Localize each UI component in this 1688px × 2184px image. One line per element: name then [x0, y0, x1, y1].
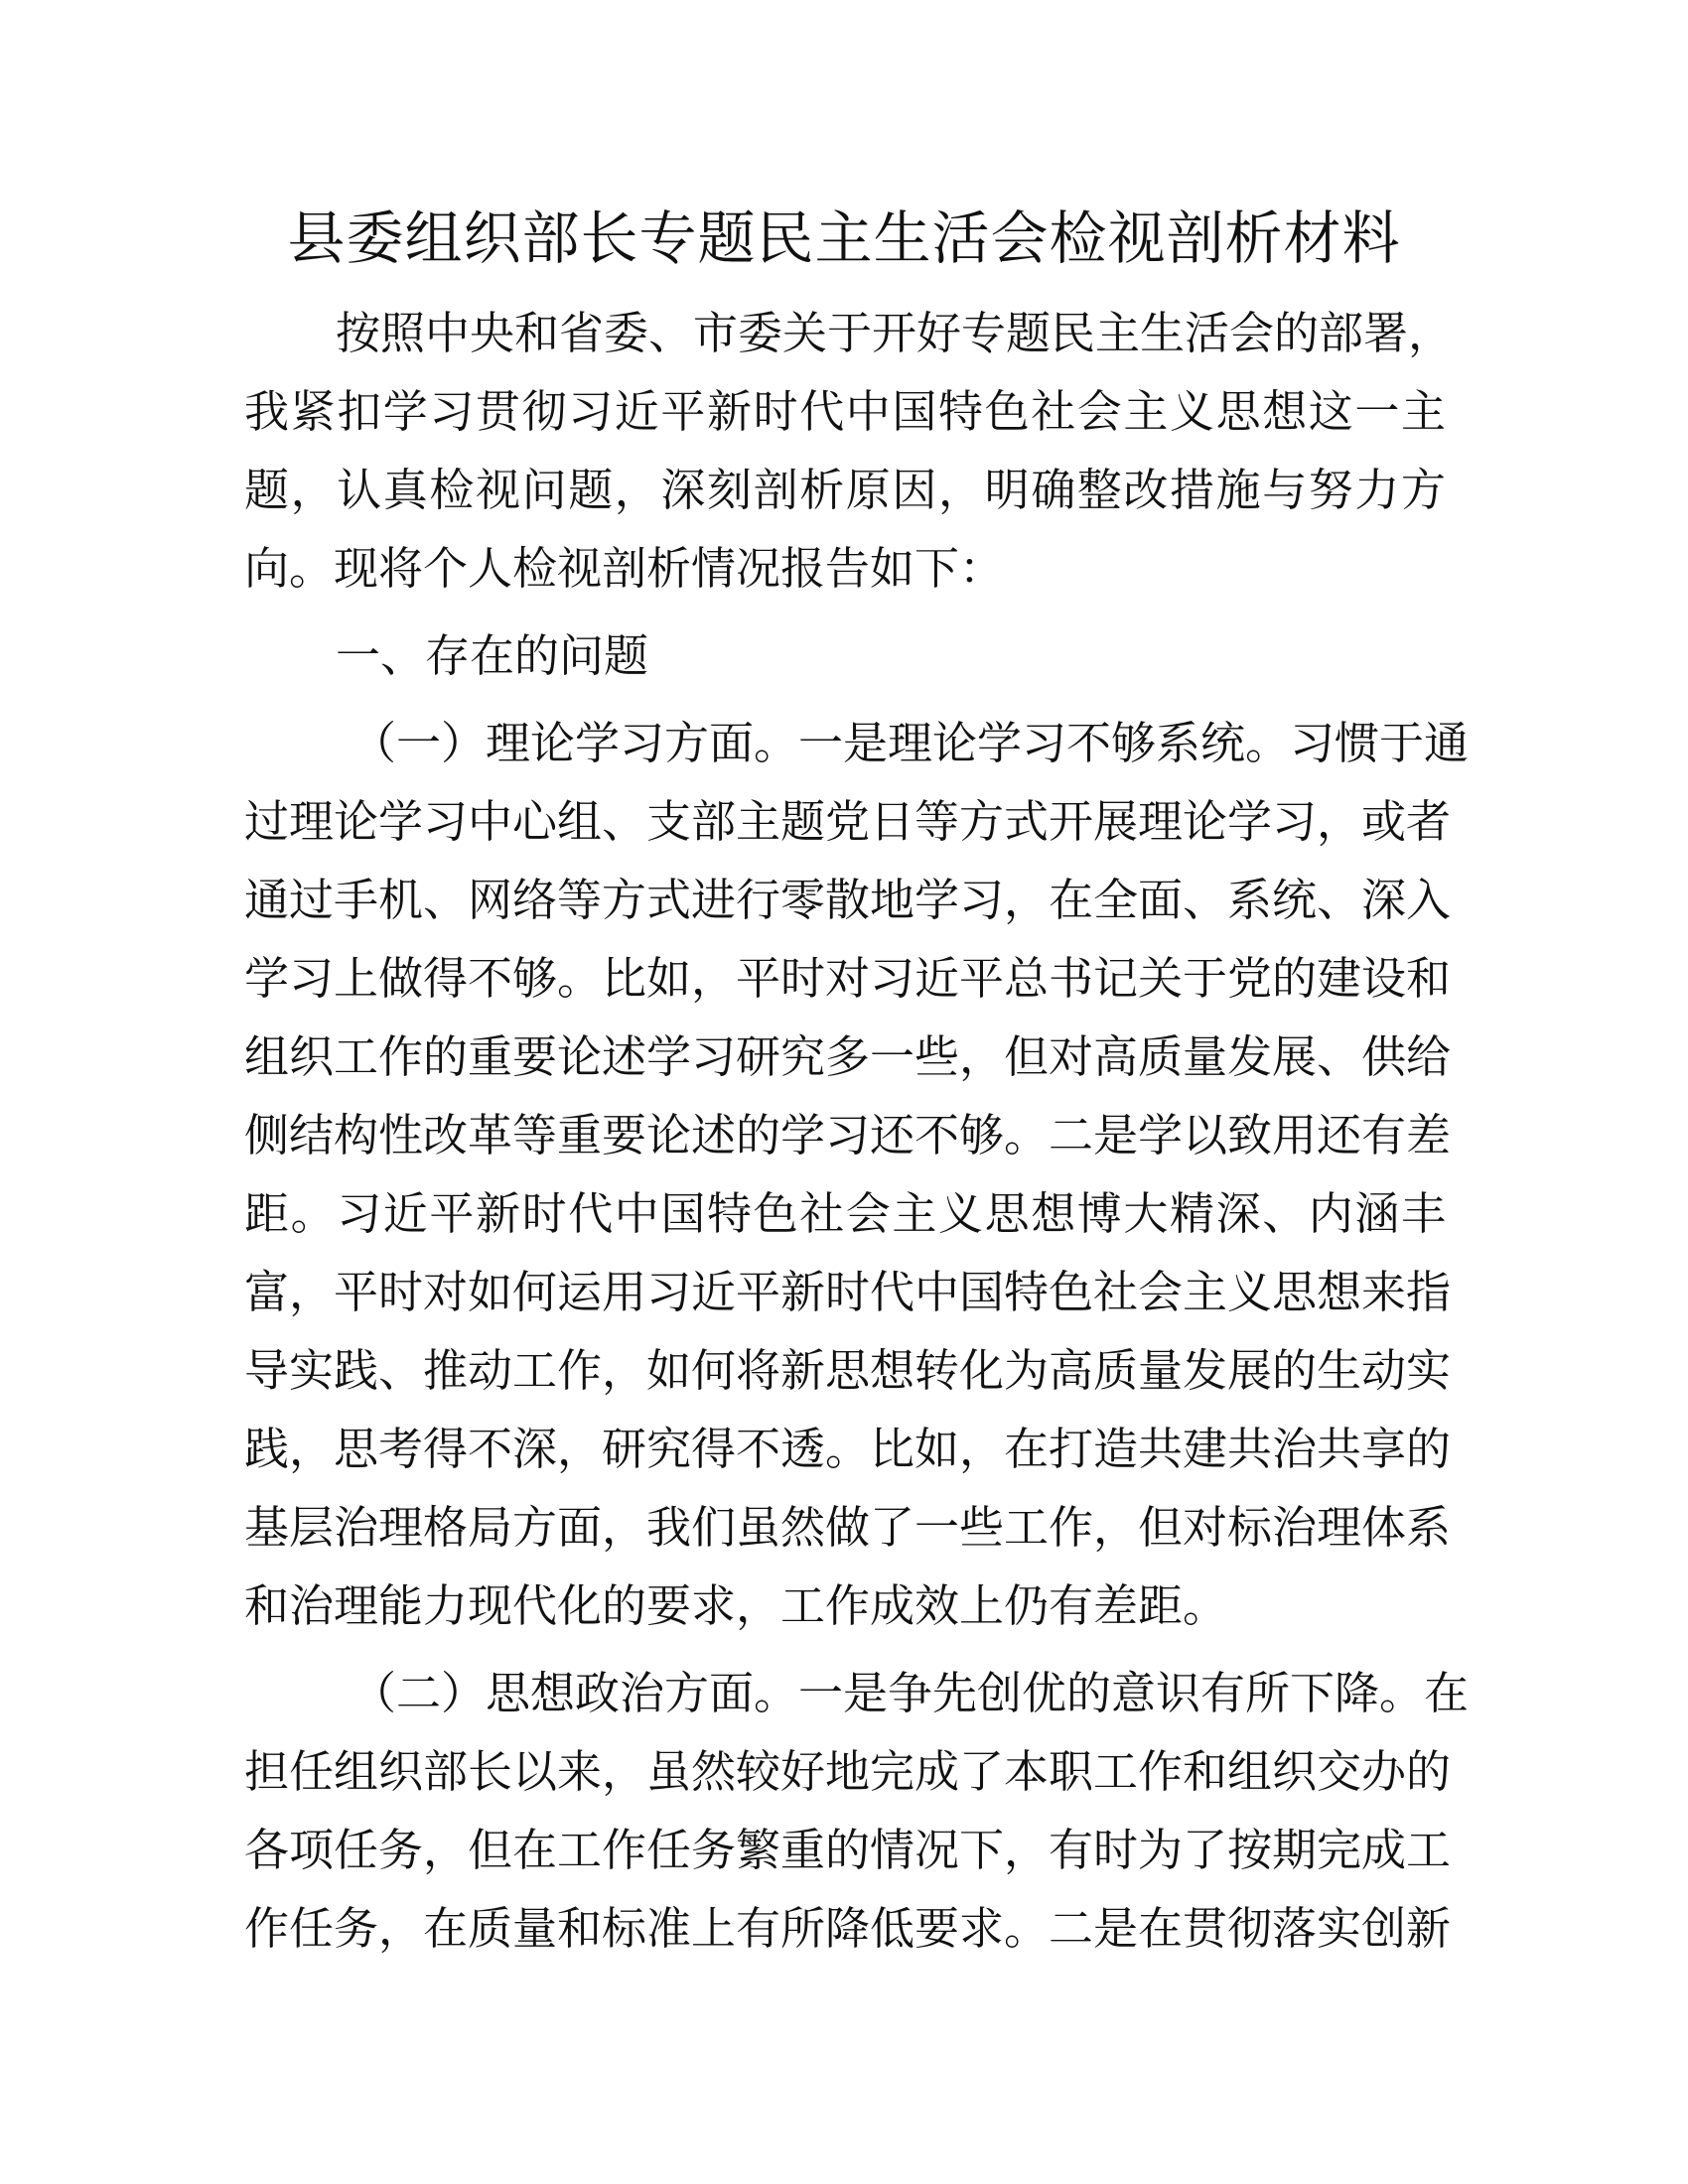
text-line: 和治理能力现代化的要求，工作成效上仍有差距。 — [244, 1579, 1228, 1632]
text-line: 侧结构性改革等重要论述的学习还不够。二是学以致用还有差 — [244, 1109, 1452, 1161]
paragraph-intro — [244, 294, 1454, 608]
paragraph-theory-study — [244, 704, 1470, 1645]
text-line: 组织工作的重要论述学习研究多一些，但对高质量发展、供给 — [244, 1030, 1452, 1083]
paragraph-ideology — [244, 1654, 1470, 1968]
document-title: 县委组织部长专题民主生活会检视剖析材料 — [287, 205, 1401, 272]
heading-line: 一、存在的问题 — [336, 629, 649, 682]
text-line: 向。现将个人检视剖析情况报告如下： — [244, 542, 1005, 595]
text-line: 过理论学习中心组、支部主题党日等方式开展理论学习，或者 — [244, 795, 1452, 848]
text-line: 按照中央和省委、市委关于开好专题民主生活会的部署， — [336, 307, 1454, 359]
text-line: 各项任务，但在工作任务繁重的情况下，有时为了按期完成工 — [244, 1824, 1452, 1876]
text-line: 学习上做得不够。比如，平时对习近平总书记关于党的建设和 — [244, 952, 1452, 1005]
text-line: 距。习近平新时代中国特色社会主义思想博大精深、内涵丰 — [244, 1187, 1446, 1240]
section-heading — [244, 616, 1446, 695]
text-line: 作任务，在质量和标准上有所降低要求。二是在贯彻落实创新 — [244, 1902, 1452, 1955]
text-line: 我紧扣学习贯彻习近平新时代中国特色社会主义思想这一主 — [244, 385, 1446, 438]
document-body — [244, 294, 1470, 1968]
text-line: 基层治理格局方面，我们虽然做了一些工作，但对标治理体系 — [244, 1501, 1452, 1554]
text-line: （二）思想政治方面。一是争先创优的意识有所下降。在 — [352, 1667, 1470, 1719]
text-line: 导实践、推动工作，如何将新思想转化为高质量发展的生动实 — [244, 1344, 1452, 1397]
text-line: 践，思考得不深，研究得不透。比如，在打造共建共治共享的 — [244, 1423, 1452, 1475]
text-line: （一）理论学习方面。一是理论学习不够系统。习惯于通 — [352, 717, 1470, 769]
text-line: 通过手机、网络等方式进行零散地学习，在全面、系统、深入 — [244, 874, 1452, 926]
text-line: 题，认真检视问题，深刻剖析原因，明确整改措施与努力方 — [244, 464, 1446, 516]
text-line: 富，平时对如何运用习近平新时代中国特色社会主义思想来指 — [244, 1266, 1452, 1318]
text-line: 担任组织部长以来，虽然较好地完成了本职工作和组织交办的 — [244, 1745, 1452, 1798]
